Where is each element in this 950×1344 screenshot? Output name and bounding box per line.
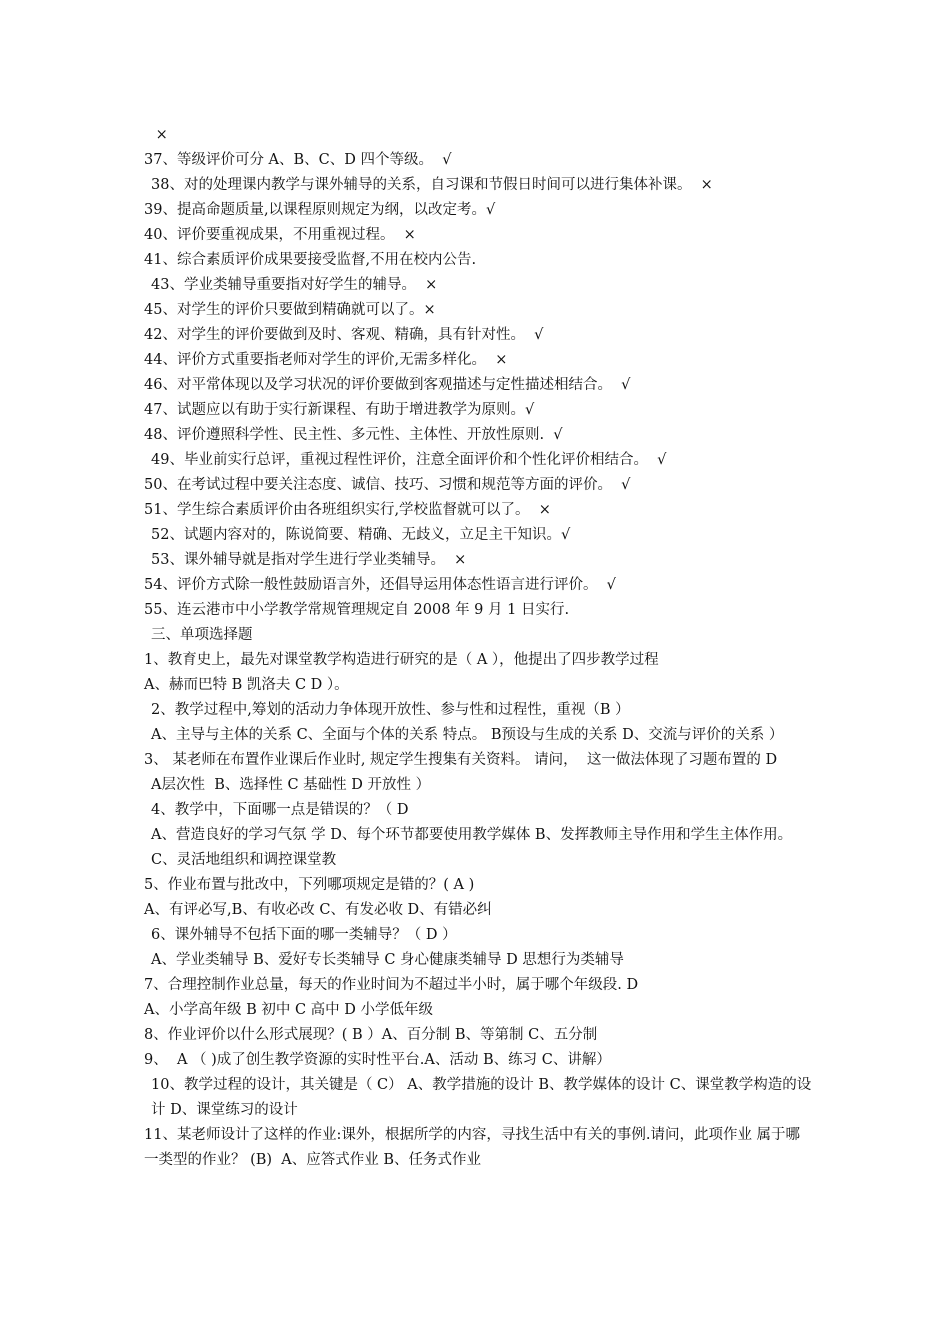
text-line: A、营造良好的学习气氛 学 D、每个环节都要使用教学媒体 B、发挥教师主导作用和学生主体作用。 C、灵活地组织和调控课堂教 <box>151 827 797 868</box>
text-line: 39、提高命题质量,以课程原则规定为纲，以改定考。√ <box>144 202 496 218</box>
text-line: 50、在考试过程中要关注态度、诚信、技巧、习惯和规范等方面的评价。 √ <box>144 477 631 493</box>
text-line: 48、评价遵照科学性、民主性、多元性、主体性、开放性原则. √ <box>144 427 563 443</box>
text-line: 44、评价方式重要指老师对学生的评价,无需多样化。 × <box>144 352 508 368</box>
text-line: 51、学生综合素质评价由各班组织实行,学校监督就可以了。 × <box>144 502 551 518</box>
text-line: 10、教学过程的设计，其关键是（ C） A、教学措施的设计 B、教学媒体的设计 C、课堂教学构造的设计 D、课堂练习的设计 <box>151 1077 812 1118</box>
text-line: 55、连云港市中小学教学常规管理规定自 2008 年 9 月 1 日实行. <box>144 602 570 618</box>
text-line: A、赫而巴特 B 凯洛夫 C D ）。 <box>144 677 349 693</box>
text-line: 42、对学生的评价要做到及时、客观、精确，具有针对性。 √ <box>144 327 544 343</box>
text-line: 52、试题内容对的，陈说简要、精确、无歧义，立足主干知识。√ <box>151 527 571 543</box>
text-line: 40、评价要重视成果，不用重视过程。 × <box>144 227 416 243</box>
text-line: 54、评价方式除一般性鼓励语言外，还倡导运用体态性语言进行评价。 √ <box>144 577 616 593</box>
text-line: 7、合理控制作业总量，每天的作业时间为不超过半小时，属于哪个年级段. D <box>144 977 639 993</box>
text-line: 3、 某老师在布置作业课后作业时, 规定学生搜集有关资料。 请问， 这一做法体现了习题布置的 D <box>144 752 778 768</box>
text-line: 1、教育史上，最先对课堂教学构造进行研究的是（ A ），他提出了四步教学过程 <box>144 652 659 668</box>
text-line: 2、教学过程中,筹划的活动力争体现开放性、参与性和过程性，重视（B ） <box>151 702 630 718</box>
text-line: 49、毕业前实行总评，重视过程性评价，注意全面评价和个性化评价相结合。 √ <box>151 452 667 468</box>
text-line: A、学业类辅导 B、爱好专长类辅导 C 身心健康类辅导 D 思想行为类辅导 <box>151 952 624 968</box>
text-line: 8、作业评价以什么形式展现？( B ）A、百分制 B、等第制 C、五分制 <box>144 1027 598 1043</box>
text-line: A、有评必写,B、有收必改 C、有发必收 D、有错必纠 <box>144 902 492 918</box>
text-line: 53、课外辅导就是指对学生进行学业类辅导。 × <box>151 552 467 568</box>
document-body <box>144 123 812 1173</box>
text-line: 5、作业布置与批改中，下列哪项规定是错的？( A ) <box>144 877 475 893</box>
text-line: 45、对学生的评价只要做到精确就可以了。× <box>144 302 436 318</box>
text-line: 三、单项选择题 <box>151 627 253 643</box>
text-line: 37、等级评价可分 A、B、C、D 四个等级。 √ <box>144 152 452 168</box>
text-line: 11、某老师设计了这样的作业:课外，根据所学的内容，寻找生活中有关的事例.请问，此项作业 属于哪一类型的作业？ (B) A、应答式作业 B、任务式作业 <box>144 1127 801 1168</box>
text-line: A、小学高年级 B 初中 C 高中 D 小学低年级 <box>144 1002 434 1018</box>
text-line: 47、试题应以有助于实行新课程、有助于增进教学为原则。√ <box>144 402 535 418</box>
text-line: 41、综合素质评价成果要接受监督,不用在校内公告. <box>144 252 477 268</box>
text-line: A、主导与主体的关系 C、全面与个体的关系 特点。 B预设与生成的关系 D、交流与评价的关系 ） <box>151 727 784 743</box>
text-line: 38、对的处理课内教学与课外辅导的关系，自习课和节假日时间可以进行集体补课。 × <box>151 177 713 193</box>
text-line: 43、学业类辅导重要指对好学生的辅导。 × <box>151 277 438 293</box>
text-line: A层次性 B、选择性 C 基础性 D 开放性 ） <box>151 777 431 793</box>
text-line: 46、对平常体现以及学习状况的评价要做到客观描述与定性描述相结合。 √ <box>144 377 631 393</box>
text-line: × <box>151 127 168 143</box>
text-line: 9、 A （ )成了创生教学资源的实时性平台.A、活动 B、练习 C、讲解） <box>144 1052 611 1068</box>
text-line: 6、课外辅导不包括下面的哪一类辅导？（ D ） <box>151 927 457 943</box>
text-line: 4、教学中，下面哪一点是错误的？（ D <box>151 802 409 818</box>
